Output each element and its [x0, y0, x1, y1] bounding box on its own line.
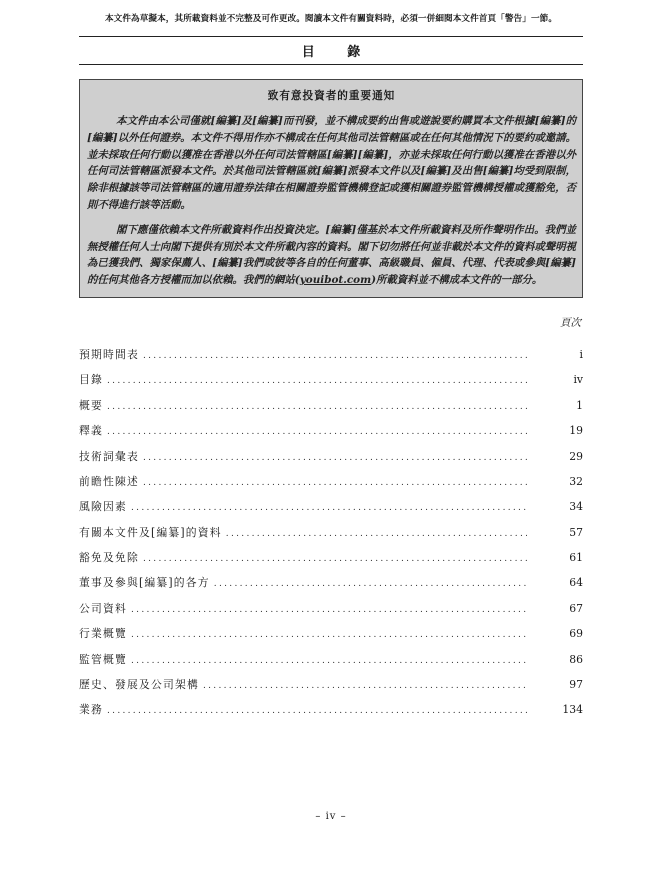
toc-entry-title: 監管概覽: [79, 652, 127, 666]
toc-dot-leader: [143, 478, 527, 488]
document-page: [79, 0, 583, 728]
toc-entry[interactable]: [79, 626, 583, 651]
page-number-footer: – iv –: [315, 811, 347, 822]
notice-paragraph-2-text: 閣下應僅依賴本文件所載資料作出投資決定。[編纂]僅基於本文件所載資料及所作聲明作出。我們並無授權任何人士向閣下提供有別於本文件所載內容的資料。閣下切勿將任何並非載於本文件的資料或聲明視為已獲我們、獨家保薦人、[編纂]我們或彼等各自的任何董事、高級職員、僱員、代理、代表或參與[編纂]的任何其他各方授權而加以依賴。我們的網站(: [87, 223, 576, 287]
toc-entry[interactable]: [79, 499, 583, 524]
notice-paragraph-1: 本文件由本公司僅就[編纂]及[編纂]而刊發，並不構成要約出售或遊說要約購買本文件根據[編纂]的[編纂]以外任何證券。本文件不得用作亦不構成在任何其他司法管轄區或在任何其他情況下的要約或邀請。並未採取任何行動以獲准在香港以外任何司法管轄區[編纂][編纂]，亦並未採取任何行動以獲准在香港以外任何司法管轄區派發本文件。於其他司法管轄區就[編纂]派發本文件以及[編纂]及出售[編纂]均受到限制，除非根據該等司法管轄區的適用證券法律在相關證券監管機構登記或獲相關證券監管機構授權或獲豁免，否則不得進行該等活動。: [87, 115, 576, 211]
toc-entry[interactable]: [79, 550, 583, 575]
toc-entry-page: 1: [576, 398, 583, 412]
toc-dot-leader: [107, 427, 527, 437]
toc-entry-title: 公司資料: [79, 601, 127, 615]
toc-dot-leader: [214, 579, 527, 589]
toc-entry-title: 技術詞彙表: [79, 449, 139, 463]
toc-entry-page: 86: [569, 652, 583, 666]
toc-entry-page: 134: [562, 703, 583, 717]
toc-entry[interactable]: [79, 347, 583, 372]
toc-entry-page: iv: [573, 373, 583, 387]
toc-entry-title: 前瞻性陳述: [79, 474, 139, 488]
page-column-label: 頁次: [559, 316, 581, 329]
toc-dot-leader: [226, 529, 527, 539]
toc-entry[interactable]: [79, 398, 583, 423]
draft-warning-header: 本文件為草擬本，其所載資料並不完整及可作更改。閱讀本文件有關資料時，必須一併細閱本文件首頁「警告」一節。: [104, 14, 558, 24]
toc-entry[interactable]: [79, 423, 583, 448]
toc-entry-title: 豁免及免除: [79, 551, 139, 565]
toc-entry[interactable]: [79, 652, 583, 677]
toc-entry-title: 釋義: [79, 424, 103, 438]
toc-entry-page: 97: [569, 678, 583, 692]
notice-title: 致有意投資者的重要通知: [267, 90, 396, 102]
toc-entry-page: 69: [569, 627, 583, 641]
toc-entry-title: 風險因素: [79, 500, 127, 514]
toc-entry-title: 預期時間表: [79, 347, 139, 361]
toc-dot-leader: [131, 503, 527, 513]
toc-dot-leader: [107, 376, 527, 386]
website-link[interactable]: youibot.com: [299, 274, 372, 287]
toc-entry-page: 61: [569, 551, 583, 565]
toc-dot-leader: [107, 402, 527, 412]
toc-dot-leader: [131, 605, 527, 615]
toc-entry[interactable]: [79, 449, 583, 474]
toc-entry-page: 64: [569, 576, 583, 590]
important-notice-box: [79, 79, 583, 298]
title-rule-bottom: [79, 64, 583, 65]
toc-entry[interactable]: [79, 677, 583, 702]
toc-entry-title: 有關本文件及[編纂]的資料: [79, 525, 222, 539]
toc-entry-title: 目錄: [79, 373, 103, 387]
table-of-contents: [79, 347, 583, 728]
page-title: 目 錄: [301, 45, 375, 60]
toc-entry-page: 32: [569, 474, 583, 488]
toc-entry-title: 概要: [79, 398, 103, 412]
toc-dot-leader: [203, 681, 527, 691]
notice-paragraph-2: [87, 222, 576, 289]
toc-entry-title: 歷史、發展及公司架構: [79, 678, 199, 692]
notice-paragraph-2-tail: )所載資料並不構成本文件的一部分。: [371, 274, 543, 287]
toc-entry-title: 業務: [79, 703, 103, 717]
toc-entry[interactable]: [79, 575, 583, 600]
toc-entry[interactable]: [79, 525, 583, 550]
toc-dot-leader: [131, 630, 527, 640]
toc-entry-page: 34: [569, 500, 583, 514]
toc-entry-page: 19: [569, 424, 583, 438]
toc-entry-page: i: [579, 347, 583, 361]
toc-entry[interactable]: [79, 372, 583, 397]
toc-dot-leader: [143, 453, 527, 463]
toc-dot-leader: [143, 351, 527, 361]
toc-entry[interactable]: [79, 601, 583, 626]
toc-entry-title: 行業概覽: [79, 627, 127, 641]
toc-entry-page: 67: [569, 601, 583, 615]
toc-dot-leader: [107, 706, 527, 716]
toc-dot-leader: [143, 554, 527, 564]
toc-entry-page: 29: [569, 449, 583, 463]
toc-entry[interactable]: [79, 702, 583, 727]
toc-entry[interactable]: [79, 474, 583, 499]
title-rule-top: [79, 36, 583, 37]
toc-dot-leader: [131, 656, 527, 666]
toc-entry-page: 57: [569, 525, 583, 539]
toc-entry-title: 董事及參與[編纂]的各方: [79, 576, 210, 590]
